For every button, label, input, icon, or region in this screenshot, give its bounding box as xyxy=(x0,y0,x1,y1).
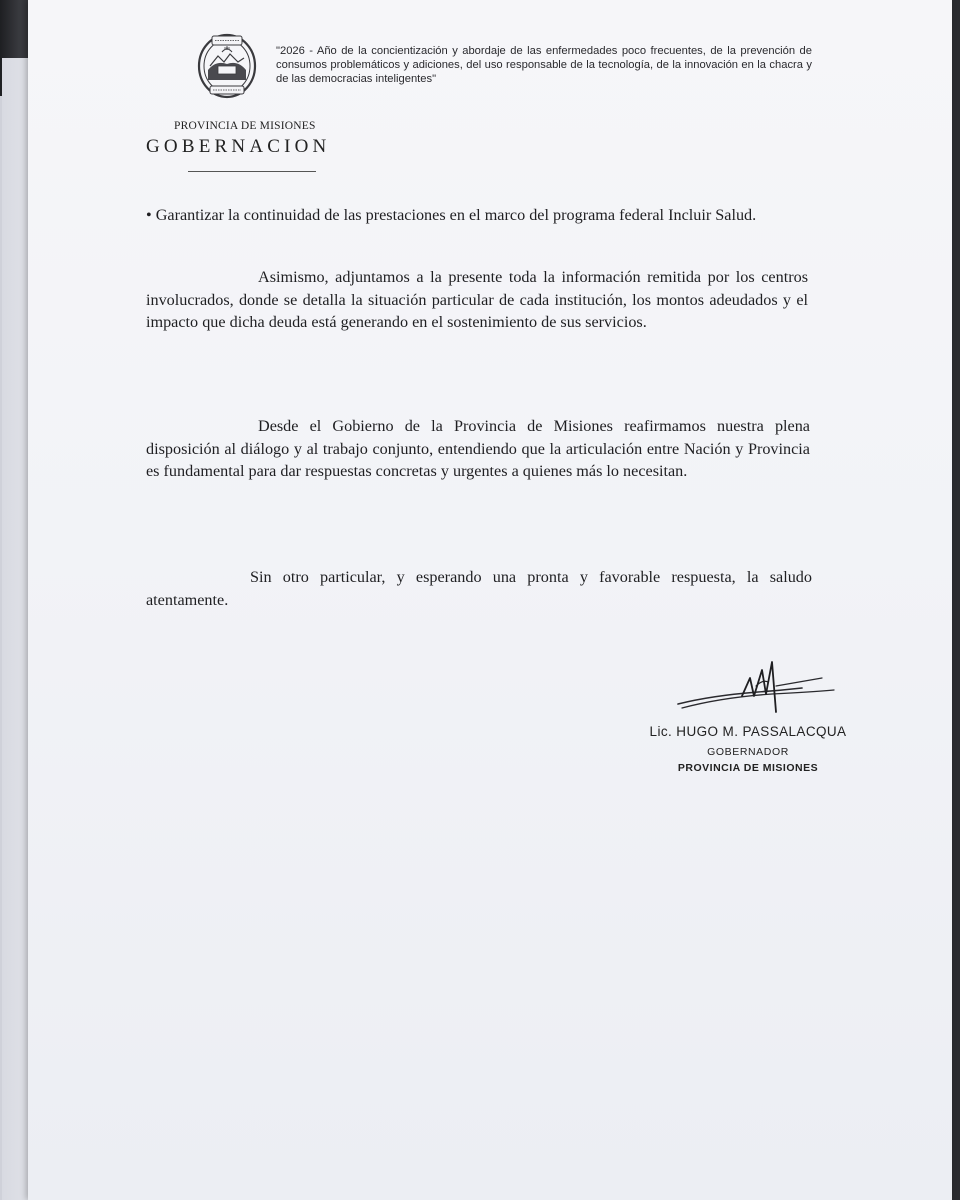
signatory-province: PROVINCIA DE MISIONES xyxy=(677,762,819,774)
office-heading: GOBERNACION xyxy=(146,136,331,157)
signatory-title: GOBERNADOR xyxy=(707,746,789,758)
heading-underline xyxy=(188,171,316,172)
year-motto: "2026 - Año de la concientización y abordaje de las enfermedades poco frecuentes, de la prevención de consumos problemáticos y adiciones, del uso responsable de la tecnología, de la innovación en la chacra y de las democracias inteligentes" xyxy=(276,45,812,85)
signatory-name: Lic. HUGO M. PASSALACQUA xyxy=(649,724,847,739)
handwritten-signature xyxy=(672,656,842,720)
paragraph-attachments: Asimismo, adjuntamos a la presente toda la información remitida por los centros involucrados, donde se detalla la situación particular de cada institución, los montos adeudados y el impacto que dicha deuda está generando en el sostenimiento de sus servicios. xyxy=(146,268,808,331)
paragraph-dialogue: Desde el Gobierno de la Provincia de Misiones reafirmamos nuestra plena disposición al diálogo y al trabajo conjunto, entendiendo que la articulación entre Nación y Provincia es fundamental para dar respuestas concretas y urgentes a quienes más lo necesitan. xyxy=(146,417,810,480)
provincial-seal-icon xyxy=(196,30,258,100)
province-heading: PROVINCIA DE MISIONES xyxy=(174,120,316,132)
bullet-item: • Garantizar la continuidad de las prestaciones en el marco del programa federal Incluir Salud. xyxy=(146,206,757,224)
closing-paragraph: Sin otro particular, y esperando una pronta y favorable respuesta, la saludo atentamente. xyxy=(146,568,812,609)
